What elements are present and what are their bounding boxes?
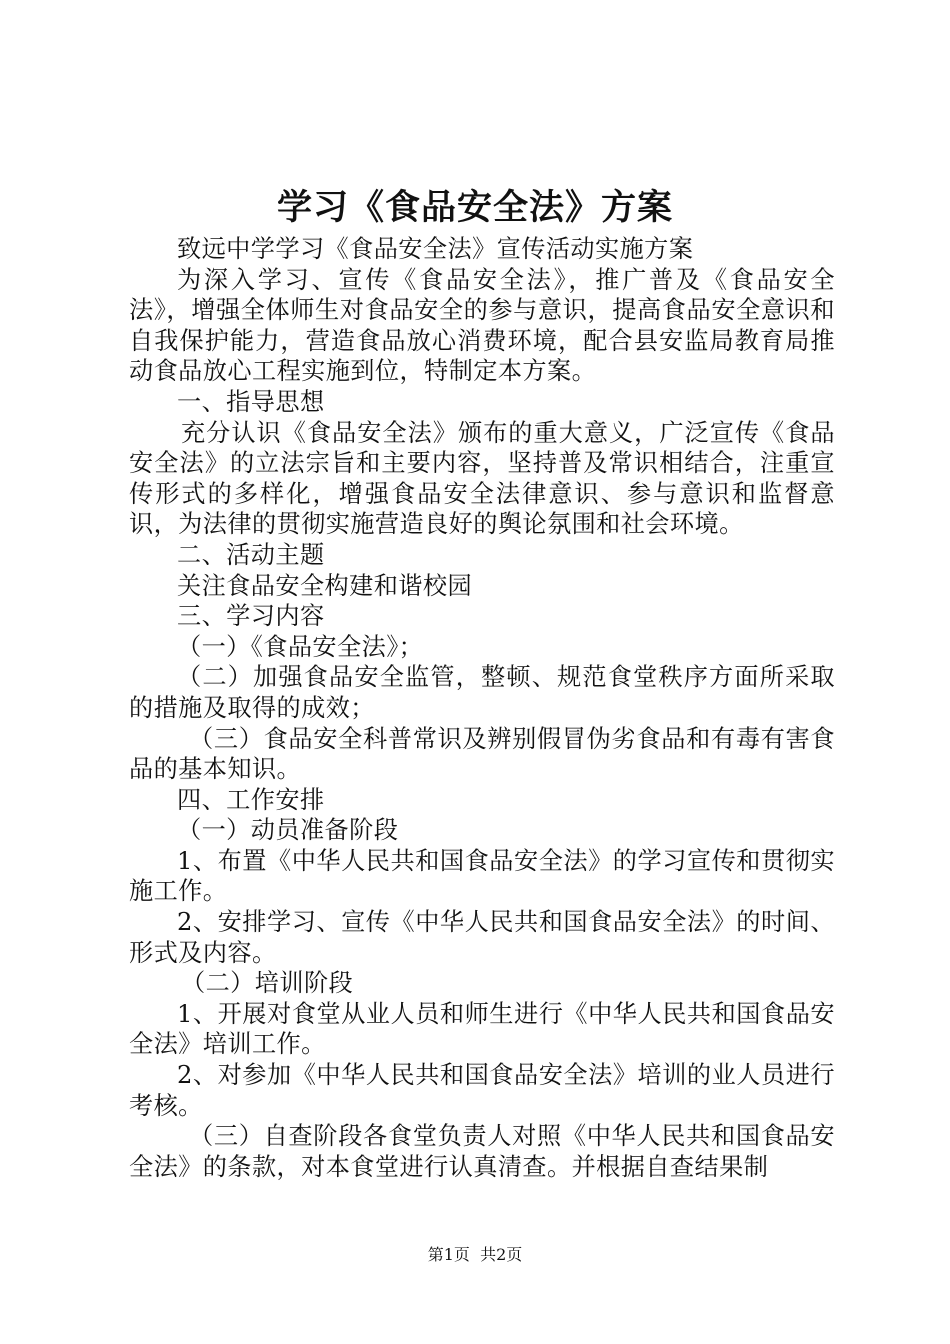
- heading-activity-theme: 二、活动主题: [177, 540, 325, 569]
- document-title: 学习《食品安全法》方案: [276, 187, 673, 228]
- heading-guiding-thought: 一、指导思想: [177, 387, 325, 416]
- list-item-stage-1-1: 1、布置《中华人民共和国食品安全法》的学习宣传和贯彻实施工作。: [129, 846, 835, 906]
- paragraph-stage-3: （三）自查阶段各食堂负责人对照《中华人民共和国食品安全法》的条款，对本食堂进行认真清查。并根据自查结果制: [129, 1122, 835, 1181]
- heading-stage-2: （二）培训阶段: [181, 969, 354, 998]
- heading-stage-1: （一）动员准备阶段: [177, 816, 399, 845]
- list-item-study-1: （一）《食品安全法》；: [177, 632, 424, 661]
- paragraph-activity-theme: 关注食品安全构建和谐校园: [177, 571, 473, 600]
- paragraph-guiding-thought: 充分认识《食品安全法》颁布的重大意义，广泛宣传《食品安全法》的立法宗旨和主要内容，坚持普及常识相结合，注重宣传形式的多样化，增强食品安全法律意识、参与意识和监督意识，为法律的贯彻实施营造良好的舆论氛围和社会环境。: [129, 418, 835, 539]
- list-item-study-2: （二）加强食品安全监管，整顿、规范食堂秩序方面所采取的措施及取得的成效；: [129, 663, 835, 722]
- list-item-stage-2-1: 1、开展对食堂从业人员和师生进行《中华人民共和国食品安全法》培训工作。: [129, 999, 835, 1059]
- document-body: [129, 234, 835, 1182]
- paragraph-intro: 为深入学习、宣传《食品安全法》，推广普及《食品安全法》，增强全体师生对食品安全的参与意识，提高食品安全意识和自我保护能力，营造食品放心消费环境，配合县安监局教育局推动食品放心工程实施到位，特制定本方案。: [129, 265, 835, 386]
- page-number: 第1页 共2页: [427, 1245, 523, 1264]
- paragraph-subtitle: 致远中学学习《食品安全法》宣传活动实施方案: [177, 235, 694, 263]
- list-item-study-3: （三）食品安全科普常识及辨别假冒伪劣食品和有毒有害食品的基本知识。: [129, 724, 835, 784]
- heading-study-content: 三、学习内容: [177, 602, 325, 631]
- list-item-stage-2-2: 2、对参加《中华人民共和国食品安全法》培训的业人员进行考核。: [129, 1061, 835, 1120]
- list-item-stage-1-2: 2、安排学习、宣传《中华人民共和国食品安全法》的时间、形式及内容。: [129, 908, 835, 967]
- page-footer: [0, 1245, 950, 1265]
- heading-work-arrangement: 四、工作安排: [177, 785, 325, 814]
